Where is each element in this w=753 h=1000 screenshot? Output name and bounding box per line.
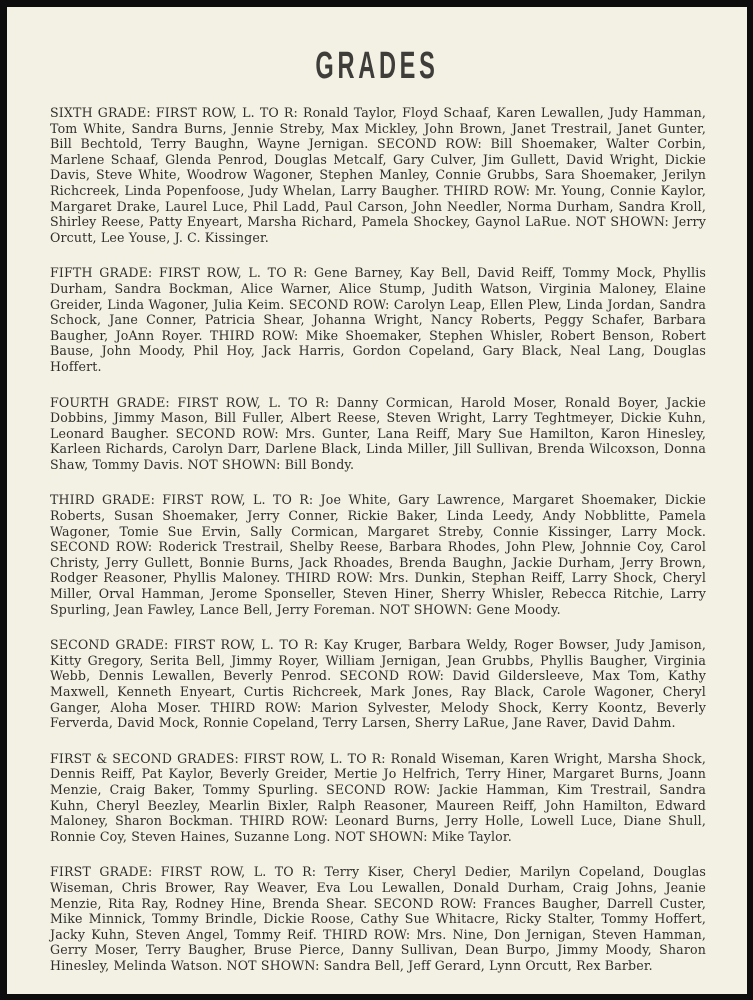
first-second-grades-caption: FIRST & SECOND GRADES: FIRST ROW, L. TO R: Ronald Wiseman, Karen Wright, Marsha Shock, Dennis Reiff, Pat Kaylor, Beverly Greider, Mertie Jo Helfrich, Terry Hiner, Margaret Burns, Joann Menzie, Craig Baker, Tommy Spurling. SECOND ROW: Jackie Hamman, Kim Trestrail, Sandra Kuhn, Cheryl Beezley, Mearlin Bixler, Ralph Reasoner, Maureen Reiff, John Hamilton, Edward Maloney, Sharon Bockman. THIRD ROW: Leonard Burns, Jerry Holle, Lowell Luce, Diane Shull, Ronnie Coy, Steven Haines, Suzanne Long. NOT SHOWN: Mike Taylor. bbox=[50, 750, 706, 844]
grades-captions bbox=[50, 105, 706, 994]
second-grade-caption: SECOND GRADE: FIRST ROW, L. TO R: Kay Kruger, Barbara Weldy, Roger Bowser, Judy Jamison, Kitty Gregory, Serita Bell, Jimmy Royer, William Jernigan, Jean Grubbs, Phyllis Baugher, Virginia Webb, Dennis Lewallen, Beverly Penrod. SECOND ROW: David Gildersleeve, Max Tom, Kathy Maxwell, Kenneth Enyeart, Curtis Richcreek, Mark Jones, Ray Black, Carole Wagoner, Cheryl Ganger, Aloha Moser. THIRD ROW: Marion Sylvester, Melody Shock, Kerry Koontz, Beverly Ferverda, David Mock, Ronnie Copeland, Terry Larsen, Sherry LaRue, Jane Raver, David Dahm. bbox=[50, 637, 706, 731]
first-grade-caption: FIRST GRADE: FIRST ROW, L. TO R: Terry Kiser, Cheryl Dedier, Marilyn Copeland, Douglas Wiseman, Chris Brower, Ray Weaver, Eva Lou Lewallen, Donald Durham, Craig Johns, Jeanie Menzie, Rita Ray, Rodney Hine, Brenda Shear. SECOND ROW: Frances Baugher, Darrell Custer, Mike Minnick, Tommy Brindle, Dickie Roose, Cathy Sue Whitacre, Ricky Stalter, Tommy Hoffert, Jacky Kuhn, Steven Angel, Tommy Reif. THIRD ROW: Mrs. Nine, Don Jernigan, Steven Hamman, Gerry Moser, Terry Baugher, Bruse Pierce, Danny Sullivan, Dean Burpo, Jimmy Moody, Sharon Hinesley, Melinda Watson. NOT SHOWN: Sandra Bell, Jeff Gerard, Lynn Orcutt, Rex Barber. bbox=[50, 864, 706, 973]
sixth-grade-caption: SIXTH GRADE: FIRST ROW, L. TO R: Ronald Taylor, Floyd Schaaf, Karen Lewallen, Judy Hamman, Tom White, Sandra Burns, Jennie Streby, Max Mickley, John Brown, Janet Trestrail, Janet Gunter, Bill Bechtold, Terry Baughn, Wayne Jernigan. SECOND ROW: Bill Shoemaker, Walter Corbin, Marlene Schaaf, Glenda Penrod, Douglas Metcalf, Gary Culver, Jim Gullett, David Wright, Dickie Davis, Steve White, Woodrow Wagoner, Stephen Manley, Connie Grubbs, Sara Shoemaker, Jerilyn Richcreek, Linda Popenfoose, Judy Whelan, Larry Baugher. THIRD ROW: Mr. Young, Connie Kaylor, Margaret Drake, Laurel Luce, Phil Ladd, Paul Carson, John Needler, Norma Durham, Sandra Kroll, Shirley Reese, Patty Enyeart, Marsha Richard, Pamela Shockey, Gaynol LaRue. NOT SHOWN: Jerry Orcutt, Lee Youse, J. C. Kissinger. bbox=[50, 105, 706, 245]
third-grade-caption: THIRD GRADE: FIRST ROW, L. TO R: Joe White, Gary Lawrence, Margaret Shoemaker, Dickie Roberts, Susan Shoemaker, Jerry Conner, Rickie Baker, Linda Leedy, Andy Nobblitte, Pamela Wagoner, Tomie Sue Ervin, Sally Cormican, Margaret Streby, Connie Kissinger, Larry Mock. SECOND ROW: Roderick Trestrail, Shelby Reese, Barbara Rhodes, John Plew, Johnnie Coy, Carol Christy, Jerry Gullett, Bonnie Burns, Jack Rhoades, Brenda Baughn, Jackie Durham, Jerry Brown, Rodger Reasoner, Phyllis Maloney. THIRD ROW: Mrs. Dunkin, Stephan Reiff, Larry Shock, Cheryl Miller, Orval Hamman, Jerome Sponseller, Steven Hiner, Sherry Whisler, Rebecca Ritchie, Larry Spurling, Jean Fawley, Lance Bell, Jerry Foreman. NOT SHOWN: Gene Moody. bbox=[50, 492, 706, 617]
fifth-grade-caption: FIFTH GRADE: FIRST ROW, L. TO R: Gene Barney, Kay Bell, David Reiff, Tommy Mock, Phyllis Durham, Sandra Bockman, Alice Warner, Alice Stump, Judith Watson, Virginia Maloney, Elaine Greider, Linda Wagoner, Julia Keim. SECOND ROW: Carolyn Leap, Ellen Plew, Linda Jordan, Sandra Schock, Jane Conner, Patricia Shear, Johanna Wright, Nancy Roberts, Peggy Schafer, Barbara Baugher, JoAnn Royer. THIRD ROW: Mike Shoemaker, Stephen Whisler, Robert Benson, Robert Bause, John Moody, Phil Hoy, Jack Harris, Gordon Copeland, Gary Black, Neal Lang, Douglas Hoffert. bbox=[50, 265, 706, 374]
yearbook-page bbox=[7, 7, 747, 994]
page-title: GRADES bbox=[315, 45, 439, 87]
fourth-grade-caption: FOURTH GRADE: FIRST ROW, L. TO R: Danny Cormican, Harold Moser, Ronald Boyer, Jackie Dobbins, Jimmy Mason, Bill Fuller, Albert Reese, Steven Wright, Larry Teghtmeyer, Dickie Kuhn, Leonard Baugher. SECOND ROW: Mrs. Gunter, Lana Reiff, Mary Sue Hamilton, Karon Hinesley, Karleen Richards, Carolyn Darr, Darlene Black, Linda Miller, Jill Sullivan, Brenda Wilcoxson, Donna Shaw, Tommy Davis. NOT SHOWN: Bill Bondy. bbox=[50, 394, 706, 472]
